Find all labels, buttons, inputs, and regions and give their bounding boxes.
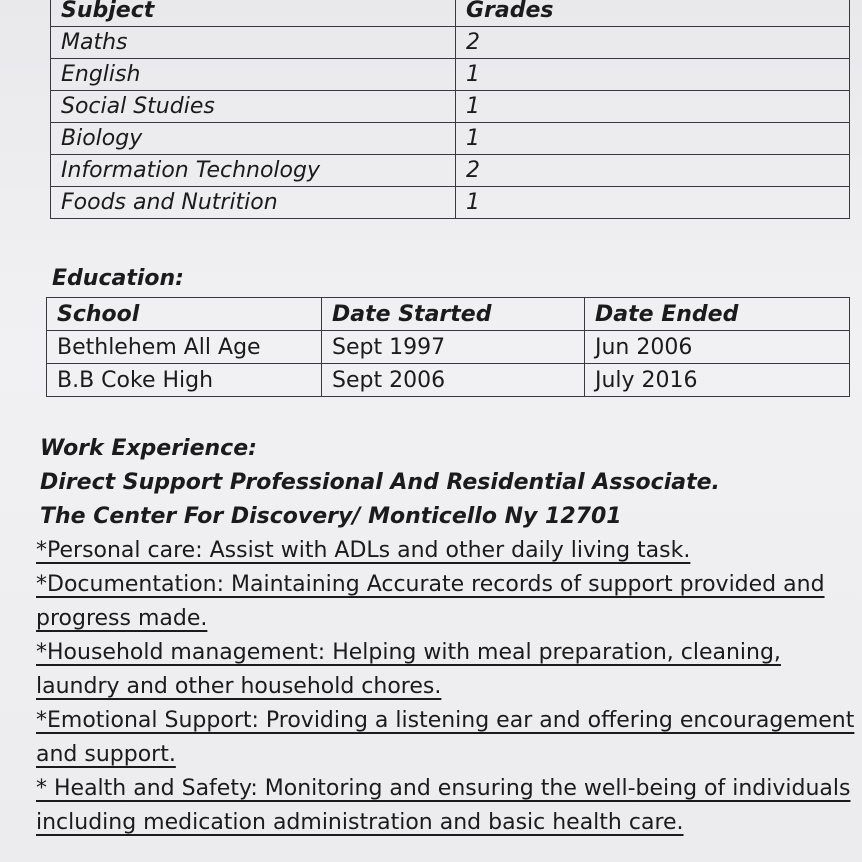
date-ended-cell: July 2016 (585, 364, 850, 397)
list-item: *Household management: Helping with meal preparation, cleaning, laundry and other household chores. (36, 640, 781, 699)
subject-cell: Biology (51, 123, 456, 155)
table-row (51, 91, 850, 123)
subject-cell: Foods and Nutrition (51, 187, 456, 219)
grade-cell: 1 (456, 59, 850, 91)
table-row (51, 27, 850, 59)
employer: The Center For Discovery/ Monticello Ny 12701 (40, 504, 622, 529)
table-row (47, 364, 850, 397)
grade-cell: 2 (456, 27, 850, 59)
grades-header-subject: Subject (51, 0, 456, 27)
date-ended-cell: Jun 2006 (585, 331, 850, 364)
education-header-school: School (47, 298, 322, 331)
subject-cell: English (51, 59, 456, 91)
education-header-date-ended: Date Ended (585, 298, 850, 331)
list-item: * Health and Safety: Monitoring and ensuring the well-being of individuals including medication administration and basic health care. (36, 776, 851, 835)
table-row (47, 331, 850, 364)
grades-table (50, 0, 850, 219)
school-cell: Bethlehem All Age (47, 331, 322, 364)
list-item: *Emotional Support: Providing a listening ear and offering encouragement and support. (36, 708, 855, 767)
grades-header-grades: Grades (456, 0, 850, 27)
date-started-cell: Sept 1997 (322, 331, 585, 364)
subject-cell: Maths (51, 27, 456, 59)
list-item: *Documentation: Maintaining Accurate records of support provided and progress made. (36, 572, 825, 631)
school-cell: B.B Coke High (47, 364, 322, 397)
subject-cell: Information Technology (51, 155, 456, 187)
grade-cell: 1 (456, 123, 850, 155)
education-header-date-started: Date Started (322, 298, 585, 331)
table-row (51, 123, 850, 155)
table-row (51, 187, 850, 219)
grades-header-row (51, 0, 850, 27)
subject-cell: Social Studies (51, 91, 456, 123)
grade-cell: 1 (456, 187, 850, 219)
grade-cell: 1 (456, 91, 850, 123)
date-started-cell: Sept 2006 (322, 364, 585, 397)
grade-cell: 2 (456, 155, 850, 187)
table-row (51, 155, 850, 187)
list-item: *Personal care: Assist with ADLs and other daily living task. (36, 538, 691, 563)
job-title: Direct Support Professional And Residential Associate. (40, 470, 720, 495)
work-experience-heading: Work Experience: (40, 436, 257, 461)
table-row (51, 59, 850, 91)
education-heading: Education: (52, 266, 184, 291)
education-table (46, 297, 850, 397)
education-header-row (47, 298, 850, 331)
work-experience-section (36, 432, 856, 840)
